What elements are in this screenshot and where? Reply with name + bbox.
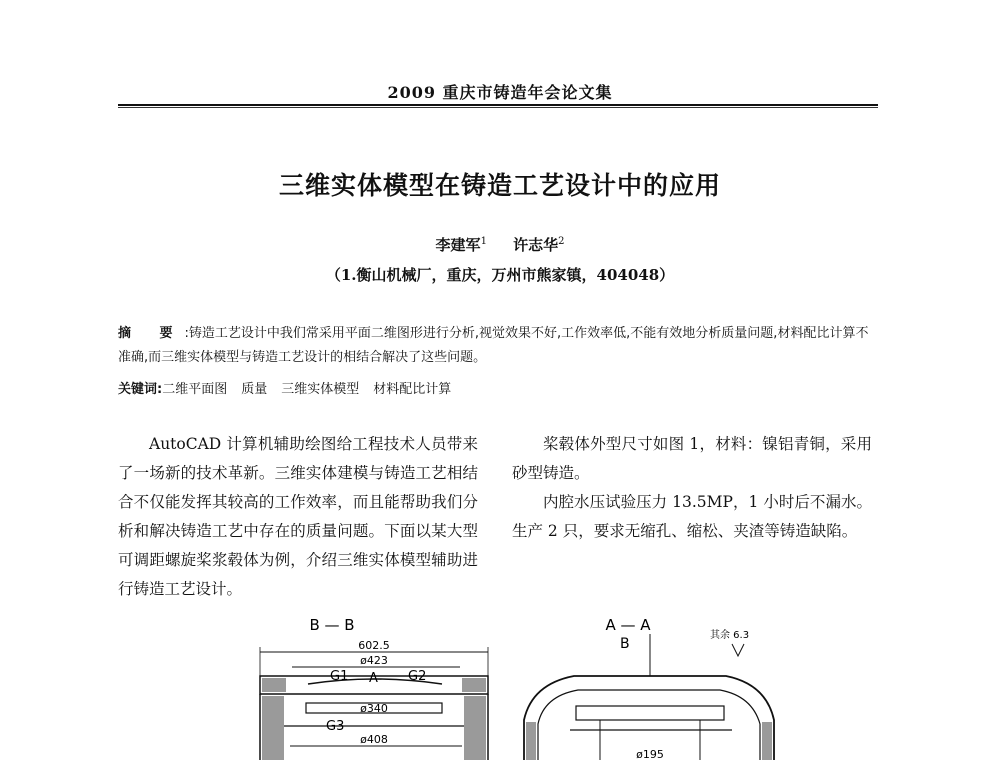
running-header: 2009 重庆市铸造年会论文集 — [387, 83, 613, 102]
affiliation: （1.衡山机械厂，重庆，万州市熊家镇，404048） — [325, 266, 675, 284]
dim-label: 602.5 — [358, 639, 390, 652]
dim-label: ø408 — [360, 733, 388, 746]
section-label-bb: B — B — [309, 616, 355, 634]
dim-label: ø340 — [360, 702, 388, 715]
section-hatch — [462, 678, 486, 692]
body-column-right — [512, 430, 872, 546]
body-column-left — [118, 430, 478, 604]
abstract-text: :铸造工艺设计中我们常采用平面二维图形进行分析,视觉效果不好,工作效率低,不能有效地分析质量问题,材料配比计算不准确,而三维实体模型与铸造工艺设计的相结合解决了这些问题。 — [118, 326, 869, 365]
body-paragraph: 内腔水压试验压力 13.5MP，1 小时后不漏水。生产 2 只，要求无缩孔、缩松、夹渣等铸造缺陷。 — [512, 493, 872, 540]
section-label-aa: A — A — [605, 616, 651, 634]
drawing-svg — [180, 604, 800, 760]
section-hatch — [526, 722, 536, 760]
keywords-label: 关键词: — [118, 382, 163, 397]
keywords — [118, 380, 878, 400]
engineering-drawing — [180, 604, 800, 760]
keyword: 二维平面图 — [162, 382, 228, 397]
keyword: 材料配比计算 — [373, 382, 452, 397]
body-paragraph: 桨毂体外型尺寸如图 1，材料：镍铝青铜，采用砂型铸造。 — [512, 435, 872, 482]
author-line — [0, 234, 1000, 255]
author-name: 李建军 — [435, 236, 481, 254]
part-outline — [576, 706, 724, 720]
feature-label: A — [369, 671, 378, 686]
paper-title: 三维实体模型在铸造工艺设计中的应用 — [278, 171, 721, 200]
author-name: 许志华 — [513, 236, 559, 254]
section-hatch — [464, 696, 486, 760]
body-paragraph: AutoCAD 计算机辅助绘图给工程技术人员带来了一场新的技术革新。三维实体建模与铸造工艺相结合不仅能发挥其较高的工作效率，而且能帮助我们分析和解决铸造工艺中存在的质量问题。下面以某大型可调距螺旋桨浆毂体为例，介绍三维实体模型辅助进行铸造工艺设计。 — [118, 435, 478, 598]
section-hatch — [262, 696, 284, 760]
keyword: 三维实体模型 — [281, 382, 360, 397]
keyword: 质量 — [241, 382, 268, 397]
abstract-label: 摘 要 — [118, 326, 185, 341]
author-mark: 1 — [480, 236, 487, 247]
author-mark: 2 — [558, 236, 565, 247]
section-hatch — [262, 678, 286, 692]
abstract — [118, 322, 878, 370]
roughness-symbol — [732, 644, 744, 656]
header-rule — [118, 104, 878, 106]
section-hatch — [762, 722, 772, 760]
feature-label: G2 — [408, 669, 427, 684]
dim-label: ø423 — [360, 654, 388, 667]
roughness-note: 其余 6.3 — [710, 630, 750, 641]
header-rule-thin — [118, 107, 878, 108]
feature-label: G1 — [330, 669, 349, 684]
view-label-b: B — [620, 636, 630, 652]
dim-label: ø195 — [636, 748, 664, 760]
feature-label: G3 — [326, 719, 345, 734]
